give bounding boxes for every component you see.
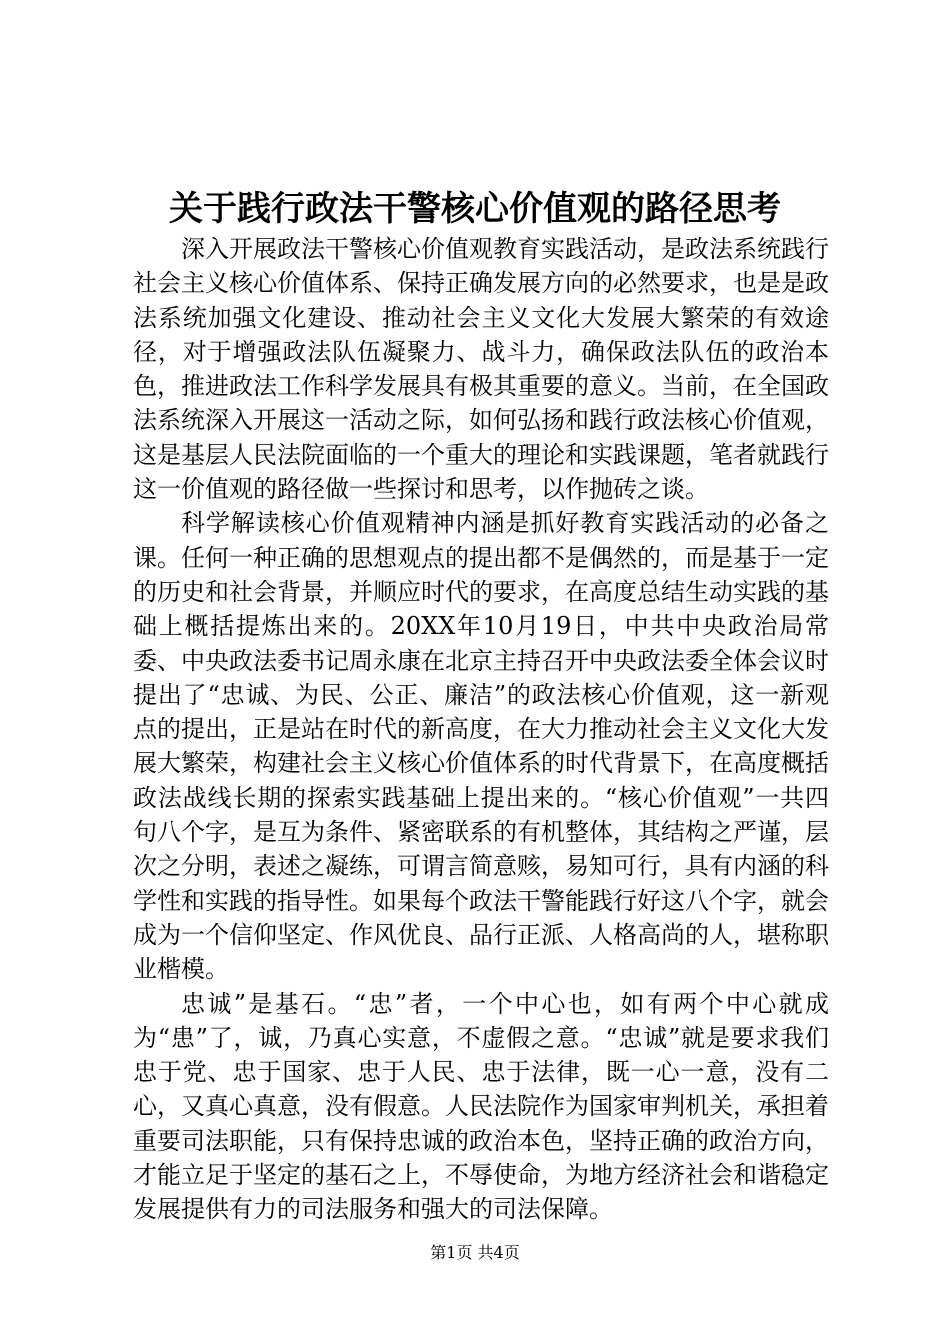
page-number-footer: 第1页 共4页	[430, 1243, 520, 1262]
paragraph: 科学解读核心价值观精神内涵是抓好教育实践活动的必备之课。任何一种正确的思想观点的提出都不是偶然的，而是基于一定的历史和社会背景，并顺应时代的要求，在高度总结生动实践的基础上概括提炼出来的。20XX年10月19日，中共中央政治局常委、中央政法委书记周永康在北京主持召开中央政法委全体会议时提出了“忠诚、为民、公正、廉洁”的政法核心价值观，这一新观点的提出，正是站在时代的新高度，在大力推动社会主义文化大发展大繁荣，构建社会主义核心价值体系的时代背景下，在高度概括政法战线长期的探索实践基础上提出来的。“核心价值观”一共四句八个字，是互为条件、紧密联系的有机整体，其结构之严谨，层次之分明，表述之凝练，可谓言简意赅，易知可行，具有内涵的科学性和实践的指导性。如果每个政法干警能践行好这八个字，就会成为一个信仰坚定、作风优良、品行正派、人格高尚的人，堪称职业楷模。	[133, 509, 829, 984]
document-title: 关于践行政法干警核心价值观的路径思考	[169, 189, 781, 229]
paragraph: 忠诚”是基石。“忠”者，一个中心也，如有两个中心就成为“患”了，诚，乃真心实意，不虚假之意。“忠诚”就是要求我们忠于党、忠于国家、忠于人民、忠于法律，既一心一意，没有二心，又真心真意，没有假意。人民法院作为国家审判机关，承担着重要司法职能，只有保持忠诚的政治本色，坚持正确的政治方向，才能立足于坚定的基石之上，不辱使命，为地方经济社会和谐稳定发展提供有力的司法服务和强大的司法保障。	[133, 989, 829, 1224]
document-body	[133, 232, 829, 1227]
paragraph: 深入开展政法干警核心价值观教育实践活动，是政法系统践行社会主义核心价值体系、保持正确发展方向的必然要求，也是是政法系统加强文化建设、推动社会主义文化大发展大繁荣的有效途径，对于增强政法队伍凝聚力、战斗力，确保政法队伍的政治本色，推进政法工作科学发展具有极其重要的意义。当前，在全国政法系统深入开展这一活动之际，如何弘扬和践行政法核心价值观，这是基层人民法院面临的一个重大的理论和实践课题，笔者就践行这一价值观的路径做一些探讨和思考，以作抛砖之谈。	[133, 235, 829, 504]
